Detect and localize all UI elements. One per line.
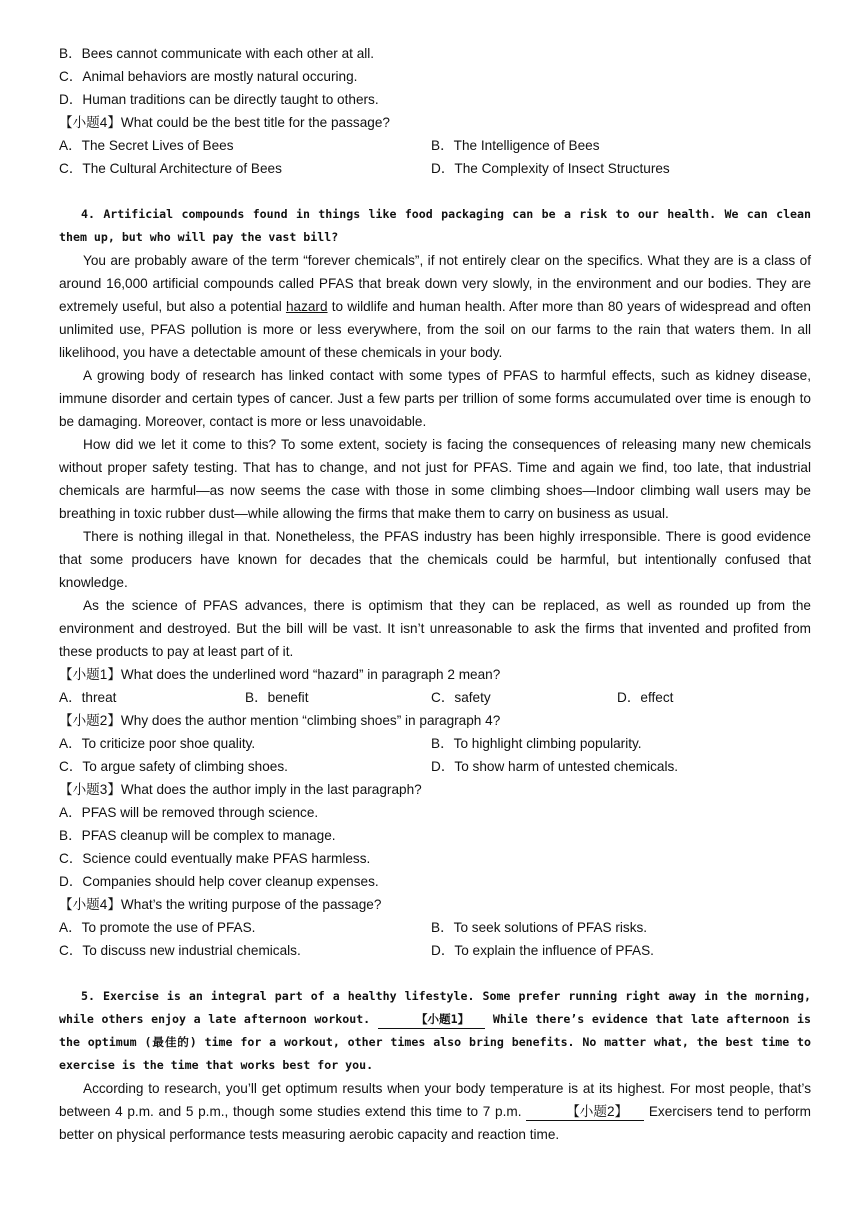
prev-question-3-options bbox=[59, 42, 811, 111]
question-1-options bbox=[59, 686, 811, 709]
passage-4-paragraph-3: How did we let it come to this? To some extent, society is facing the consequences of releasing many new chemicals without proper safety testing. That has to change, and not just for PFAS. Time and again we find, too late, that industrial chemicals are harmful—as now seems the case with those in some climbing shoes—Indoor climbing wall users may be breathing in toxic rubber dust—while allowing the firms that make them to carry on business as usual. bbox=[59, 437, 811, 521]
option-d: D．Companies should help cover cleanup expenses. bbox=[59, 874, 379, 889]
option-a: A．To criticize poor shoe quality. bbox=[59, 736, 256, 751]
option-d: D．Human traditions can be directly taught to others. bbox=[59, 92, 379, 107]
option-c: C．safety bbox=[431, 690, 491, 705]
question-2-options-row1 bbox=[59, 732, 811, 755]
question-2-options-row2 bbox=[59, 755, 811, 778]
option-a: A．The Secret Lives of Bees bbox=[59, 138, 234, 153]
exam-page bbox=[59, 42, 811, 1146]
prev-question-4-stem: 【小题4】What could be the best title for the passage? bbox=[59, 115, 390, 130]
question-1-stem: 【小题1】What does the underlined word “hazard” in paragraph 2 mean? bbox=[59, 667, 501, 682]
question-4-options-row2 bbox=[59, 939, 811, 962]
prev-question-4-options-row1 bbox=[59, 134, 811, 157]
question-4-stem: 【小题4】What’s the writing purpose of the passage? bbox=[59, 897, 382, 912]
passage-4-paragraph-1: You are probably aware of the term “forever chemicals”, if not entirely clear on the specifics. What they are is a class of around 16,000 artificial compounds called PFAS that break down very slowly, in the environment and our bodies. They are extremely useful, but also a potential hazard to wildlife and human health. After more than 80 years of widespread and often unlimited use, PFAS pollution is more or less everywhere, from the soil on our farms to the rain that waters them. In all likelihood, you have a detectable amount of these chemicals in your body. bbox=[59, 253, 811, 360]
option-d: D．The Complexity of Insect Structures bbox=[431, 161, 670, 176]
passage-4-paragraph-5: As the science of PFAS advances, there is optimism that they can be replaced, as well as rounded up from the environment and destroyed. But the bill will be vast. It isn’t unreasonable to ask the firms that invented and profited from these products to pay at least part of it. bbox=[59, 598, 811, 659]
blank-2[interactable]: 【小题2】 bbox=[526, 1103, 644, 1121]
option-b: B．PFAS cleanup will be complex to manage. bbox=[59, 828, 336, 843]
option-a: A．PFAS will be removed through science. bbox=[59, 805, 319, 820]
option-b: B．The Intelligence of Bees bbox=[431, 138, 600, 153]
option-c: C．Science could eventually make PFAS harmless. bbox=[59, 851, 371, 866]
question-4-options-row1 bbox=[59, 916, 811, 939]
option-b: B．To seek solutions of PFAS risks. bbox=[431, 920, 648, 935]
option-d: D．effect bbox=[617, 690, 674, 705]
option-b: B．benefit bbox=[245, 690, 309, 705]
prev-question-4-options-row2 bbox=[59, 157, 811, 180]
option-b: B．Bees cannot communicate with each other at all. bbox=[59, 46, 375, 61]
option-c: C．To discuss new industrial chemicals. bbox=[59, 943, 301, 958]
underlined-word-hazard: hazard bbox=[285, 299, 328, 314]
option-a: A．threat bbox=[59, 690, 117, 705]
option-c: C．To argue safety of climbing shoes. bbox=[59, 759, 288, 774]
section-gap bbox=[59, 962, 811, 985]
passage-4-heading: 4. Artificial compounds found in things like food packaging can be a risk to our health. We can clean them up, but who will pay the vast bill? bbox=[59, 207, 811, 244]
option-d: D．To explain the influence of PFAS. bbox=[431, 943, 654, 958]
option-c: C．The Cultural Architecture of Bees bbox=[59, 161, 282, 176]
option-a: A．To promote the use of PFAS. bbox=[59, 920, 256, 935]
section-gap bbox=[59, 180, 811, 203]
question-2-stem: 【小题2】Why does the author mention “climbing shoes” in paragraph 4? bbox=[59, 713, 501, 728]
option-b: B．To highlight climbing popularity. bbox=[431, 736, 642, 751]
option-d: D．To show harm of untested chemicals. bbox=[431, 759, 679, 774]
passage-4-paragraph-2: A growing body of research has linked contact with some types of PFAS to harmful effects, such as kidney disease, immune disorder and certain types of cancer. Just a few parts per trillion of some forms accumulated over time is enough to be damaging. Moreover, contact is more or less unavoidable. bbox=[59, 368, 811, 429]
passage-5-paragraph-1: According to research, you’ll get optimum results when your body temperature is at its highest. For most people, that’s between 4 p.m. and 5 p.m., though some studies extend this time to 7 p.m. 【小题2】 Exercisers tend to perform better on physical performance tests measuring aerobic capacity and reaction time. bbox=[59, 1081, 812, 1142]
passage-5-intro: 5. Exercise is an integral part of a healthy lifestyle. Some prefer running right away in the morning, while others enjoy a late afternoon workout. 【小题1】 While there’s evidence that late afternoon is the optimum (最佳的) time for a workout, other times also bring benefits. No matter what, the best time to exercise is the time that works best for you. bbox=[59, 989, 811, 1072]
question-3-stem: 【小题3】What does the author imply in the last paragraph? bbox=[59, 782, 422, 797]
option-c: C．Animal behaviors are mostly natural occuring. bbox=[59, 69, 358, 84]
passage-4-paragraph-4: There is nothing illegal in that. Nonetheless, the PFAS industry has been highly irresponsible. There is good evidence that some producers have known for decades that the chemicals could be harmful, but intentionally confused that knowledge. bbox=[59, 529, 811, 590]
blank-1[interactable]: 【小题1】 bbox=[378, 1011, 485, 1029]
